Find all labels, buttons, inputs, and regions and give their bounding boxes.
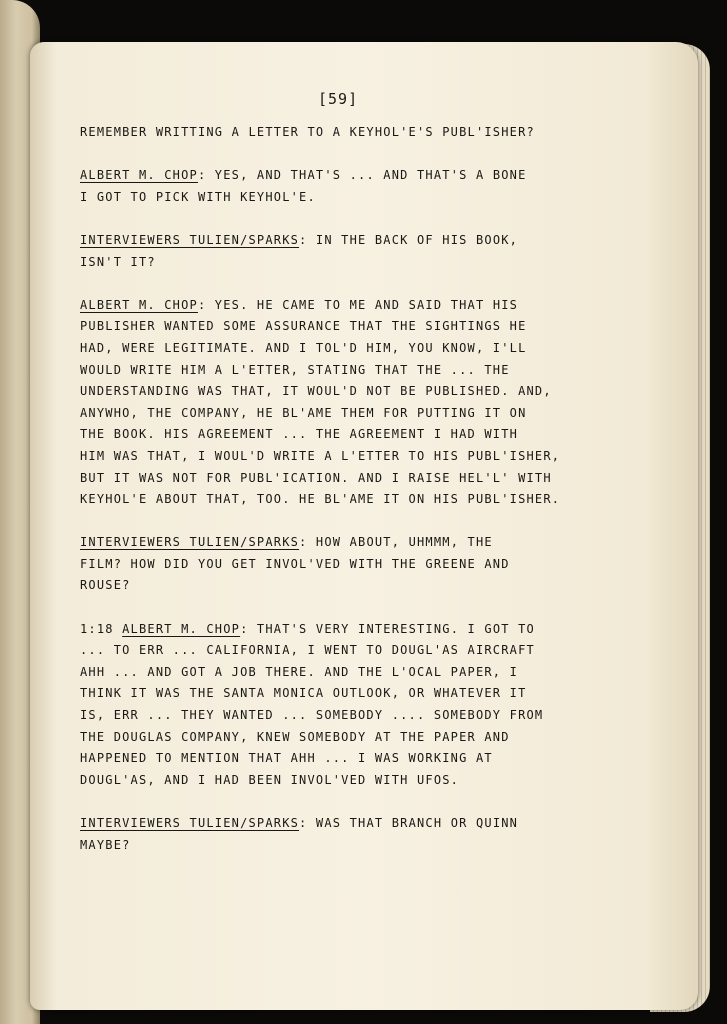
speaker-label: INTERVIEWERS TULIEN/SPARKS [80,816,300,830]
page-number: [59] [318,90,359,108]
speaker-label: INTERVIEWERS TULIEN/SPARKS [80,232,300,247]
paragraph-6: 1:18 ALBERT M. CHOP: THAT'S VERY INTERESTING. I GOT TO ... TO ERR ... CALIFORNIA, I WENT TO DOUGL'AS AIRCRAFT AHH ... AND GOT A JOB THERE. AND THE L'OCAL PAPER, I THINK IT WAS THE SANTA MONICA OUTLOOK, OR WHATEVER IT IS, ERR ... THEY WANTED ... SOMEBODY .... SOMEBODY FROM THE DOUGLAS COMPANY, KNEW SOMEBODY AT THE PAPER AND HAPPENED TO MENTION THAT AHH ... I WAS WORKING AT DOUGL'AS, AND I HAD BEEN INVOL'VED WITH UFOS. [80,621,544,787]
speaker-label: ALBERT M. CHOP [80,297,198,312]
transcript-text [80,122,580,878]
paragraph-2: ALBERT M. CHOP: YES, AND THAT'S ... AND THAT'S A BONE I GOT TO PICK WITH KEYHOL'E. [80,168,527,204]
book-page [30,42,698,1010]
speaker-label: INTERVIEWERS TULIEN/SPARKS [80,535,300,550]
timestamp: 1:18 [80,621,123,636]
speaker-label: ALBERT M. CHOP [80,168,198,183]
paragraph-4: ALBERT M. CHOP: YES. HE CAME TO ME AND SAID THAT HIS PUBLISHER WANTED SOME ASSURANCE THAT THE SIGHTINGS HE HAD, WERE LEGITIMATE. AND I TOL'D HIM, YOU KNOW, I'LL WOULD WRITE HIM A L'ETTER, STATING THAT THE ... THE UNDERSTANDING WAS THAT, IT WOUL'D NOT BE PUBLISHED. AND, ANYWHO, THE COMPANY, HE BL'AME THEM FOR PUTTING IT ON THE BOOK. HIS AGREEMENT ... THE AGREEMENT I HAD WITH HIM WAS THAT, I WOUL'D WRITE A L'ETTER TO HIS PUBL'ISHER, BUT IT WAS NOT FOR PUBL'ICATION. AND I RAISE HEL'L' WITH KEYHOL'E ABOUT THAT, TOO. HE BL'AME IT ON HIS PUBL'ISHER. [80,297,561,507]
paragraph-3: INTERVIEWERS TULIEN/SPARKS: IN THE BACK OF HIS BOOK, ISN'T IT? [80,232,519,269]
speaker-label: ALBERT M. CHOP [122,621,241,636]
paragraph-5: INTERVIEWERS TULIEN/SPARKS: HOW ABOUT, UHMMM, THE FILM? HOW DID YOU GET INVOL'VED WITH THE GREENE AND ROUSE? [80,535,510,593]
paragraph-7: INTERVIEWERS TULIEN/SPARKS: WAS THAT BRANCH OR QUINN MAYBE? [80,816,519,852]
paragraph-1: REMEMBER WRITTING A LETTER TO A KEYHOL'E'S PUBL'ISHER? [80,125,535,139]
